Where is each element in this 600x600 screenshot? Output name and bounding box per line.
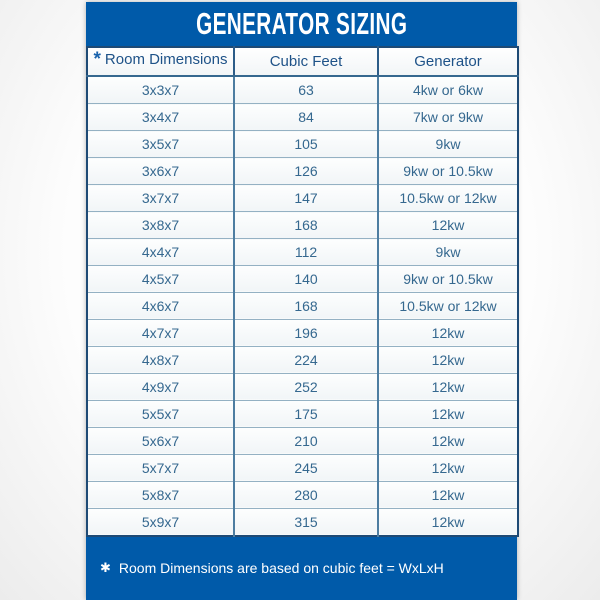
room-dimensions-cell: 5x5x7 <box>87 400 234 427</box>
table-row <box>87 481 518 508</box>
table-row <box>87 427 518 454</box>
table-row <box>87 131 518 158</box>
room-dimensions-cell: 3x7x7 <box>87 185 234 212</box>
cubic-feet-cell: 210 <box>234 427 378 454</box>
generator-cell: 12kw <box>378 373 518 400</box>
table-row <box>87 508 518 536</box>
table-row <box>87 76 518 104</box>
cubic-feet-cell: 147 <box>234 185 378 212</box>
column-header-cubic-feet: Cubic Feet <box>234 47 378 76</box>
room-dimensions-cell: 5x6x7 <box>87 427 234 454</box>
table-row <box>87 292 518 319</box>
cubic-feet-cell: 224 <box>234 346 378 373</box>
cubic-feet-cell: 140 <box>234 265 378 292</box>
generator-cell: 12kw <box>378 481 518 508</box>
cubic-feet-cell: 112 <box>234 239 378 266</box>
table-row <box>87 454 518 481</box>
generator-cell: 12kw <box>378 346 518 373</box>
table-row <box>87 400 518 427</box>
generator-cell: 10.5kw or 12kw <box>378 292 518 319</box>
column-header-generator: Generator <box>378 47 518 76</box>
generator-sizing-table <box>86 46 519 537</box>
asterisk-mark: * <box>93 48 101 70</box>
table-row <box>87 373 518 400</box>
sizing-chart-panel <box>86 2 517 600</box>
generator-cell: 9kw <box>378 131 518 158</box>
room-dimensions-cell: 3x3x7 <box>87 76 234 104</box>
cubic-feet-cell: 168 <box>234 292 378 319</box>
cubic-feet-cell: 175 <box>234 400 378 427</box>
footnote-text: Room Dimensions are based on cubic feet = WxLxH <box>118 560 444 576</box>
room-dimensions-cell: 5x8x7 <box>87 481 234 508</box>
generator-cell: 4kw or 6kw <box>378 76 518 104</box>
footnote <box>86 537 517 600</box>
generator-cell: 12kw <box>378 400 518 427</box>
cubic-feet-cell: 280 <box>234 481 378 508</box>
column-header-room-dimensions-label: Room Dimensions <box>104 50 228 68</box>
table-row <box>87 104 518 131</box>
table-row <box>87 239 518 266</box>
room-dimensions-cell: 4x6x7 <box>87 292 234 319</box>
cubic-feet-cell: 315 <box>234 508 378 536</box>
room-dimensions-cell: 3x4x7 <box>87 104 234 131</box>
cubic-feet-cell: 63 <box>234 76 378 104</box>
table-row <box>87 185 518 212</box>
room-dimensions-cell: 4x8x7 <box>87 346 234 373</box>
generator-cell: 9kw <box>378 239 518 266</box>
column-header-room-dimensions <box>87 47 234 76</box>
room-dimensions-cell: 4x9x7 <box>87 373 234 400</box>
room-dimensions-cell: 4x5x7 <box>87 265 234 292</box>
table-row <box>87 346 518 373</box>
generator-cell: 10.5kw or 12kw <box>378 185 518 212</box>
generator-cell: 7kw or 9kw <box>378 104 518 131</box>
room-dimensions-cell: 5x7x7 <box>87 454 234 481</box>
cubic-feet-cell: 168 <box>234 212 378 239</box>
cubic-feet-cell: 84 <box>234 104 378 131</box>
generator-cell: 9kw or 10.5kw <box>378 265 518 292</box>
generator-cell: 9kw or 10.5kw <box>378 158 518 185</box>
cubic-feet-cell: 196 <box>234 319 378 346</box>
title-band <box>86 2 517 46</box>
cubic-feet-cell: 105 <box>234 131 378 158</box>
room-dimensions-cell: 3x6x7 <box>87 158 234 185</box>
room-dimensions-cell: 3x8x7 <box>87 212 234 239</box>
generator-cell: 12kw <box>378 508 518 536</box>
cubic-feet-cell: 126 <box>234 158 378 185</box>
generator-cell: 12kw <box>378 454 518 481</box>
room-dimensions-cell: 5x9x7 <box>87 508 234 536</box>
generator-cell: 12kw <box>378 319 518 346</box>
table-row <box>87 158 518 185</box>
generator-cell: 12kw <box>378 212 518 239</box>
table-header-row <box>87 47 518 76</box>
table-row <box>87 212 518 239</box>
star-icon: ✱ <box>100 561 111 576</box>
room-dimensions-cell: 4x4x7 <box>87 239 234 266</box>
page-title: GENERATOR SIZING <box>195 6 408 41</box>
cubic-feet-cell: 252 <box>234 373 378 400</box>
table-body <box>87 76 518 536</box>
generator-cell: 12kw <box>378 427 518 454</box>
room-dimensions-cell: 4x7x7 <box>87 319 234 346</box>
table-row <box>87 319 518 346</box>
cubic-feet-cell: 245 <box>234 454 378 481</box>
table-row <box>87 265 518 292</box>
room-dimensions-cell: 3x5x7 <box>87 131 234 158</box>
